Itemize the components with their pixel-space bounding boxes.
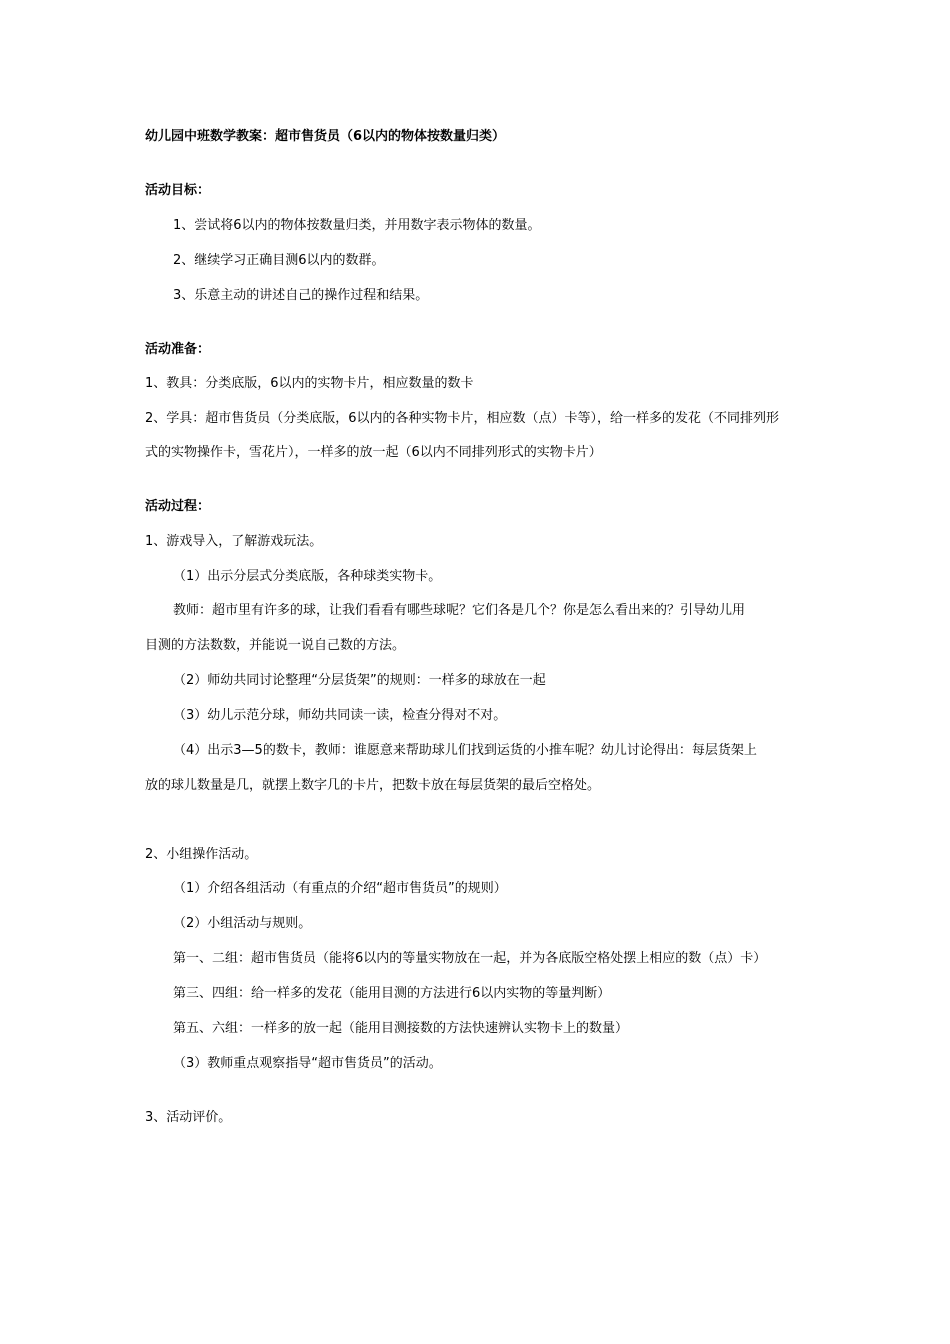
document-title: 幼儿园中班数学教案：超市售货员（6以内的物体按数量归类） [145, 129, 506, 144]
step-paragraph-continued: 目测的方法数数，并能说一说自己数的方法。 [145, 638, 406, 653]
step-title: 3、活动评价。 [145, 1110, 232, 1125]
step-paragraph: （3）教师重点观察指导“超市售货员”的活动。 [173, 1056, 442, 1071]
step-paragraph: 教师：超市里有许多的球，让我们看看有哪些球呢？它们各是几个？你是怎么看出来的？引导幼儿用 [173, 603, 746, 618]
goal-item: 3、乐意主动的讲述自己的操作过程和结果。 [173, 288, 429, 303]
prep-item: 2、学具：超市售货员（分类底版，6以内的各种实物卡片，相应数（点）卡等），给一样多的发花（不同排列形 [145, 411, 780, 426]
step-title: 2、小组操作活动。 [145, 847, 258, 862]
step-paragraph-continued: 放的球儿数量是几，就摆上数字几的卡片，把数卡放在每层货架的最后空格处。 [145, 778, 601, 793]
step-paragraph: （1）出示分层式分类底版，各种球类实物卡。 [173, 569, 442, 584]
step-title: 1、游戏导入，了解游戏玩法。 [145, 534, 323, 549]
goals-heading: 活动目标： [145, 183, 211, 198]
step-paragraph: 第五、六组：一样多的放一起（能用目测接数的方法快速辨认实物卡上的数量） [173, 1021, 629, 1036]
step-paragraph: （3）幼儿示范分球，师幼共同读一读，检查分得对不对。 [173, 708, 507, 723]
goal-item: 1、尝试将6以内的物体按数量归类，并用数字表示物体的数量。 [173, 218, 541, 233]
step-paragraph: 第三、四组：给一样多的发花（能用目测的方法进行6以内实物的等量判断） [173, 986, 611, 1001]
process-heading: 活动过程： [145, 499, 211, 514]
step-paragraph: （2）师幼共同讨论整理“分层货架”的规则：一样多的球放在一起 [173, 673, 546, 688]
prep-item: 1、教具：分类底版，6以内的实物卡片，相应数量的数卡 [145, 376, 474, 391]
prep-item-continued: 式的实物操作卡，雪花片），一样多的放一起（6以内不同排列形式的实物卡片） [145, 445, 602, 460]
prep-heading: 活动准备： [145, 342, 211, 357]
step-paragraph: （2）小组活动与规则。 [173, 916, 312, 931]
step-paragraph: 第一、二组：超市售货员（能将6以内的等量实物放在一起，并为各底版空格处摆上相应的数（点）卡） [173, 951, 767, 966]
step-paragraph: （1）介绍各组活动（有重点的介绍“超市售货员”的规则） [173, 881, 507, 896]
goal-item: 2、继续学习正确目测6以内的数群。 [173, 253, 385, 268]
step-paragraph: （4）出示3—5的数卡，教师：谁愿意来帮助球儿们找到运货的小推车呢？幼儿讨论得出：每层货架上 [173, 743, 757, 758]
